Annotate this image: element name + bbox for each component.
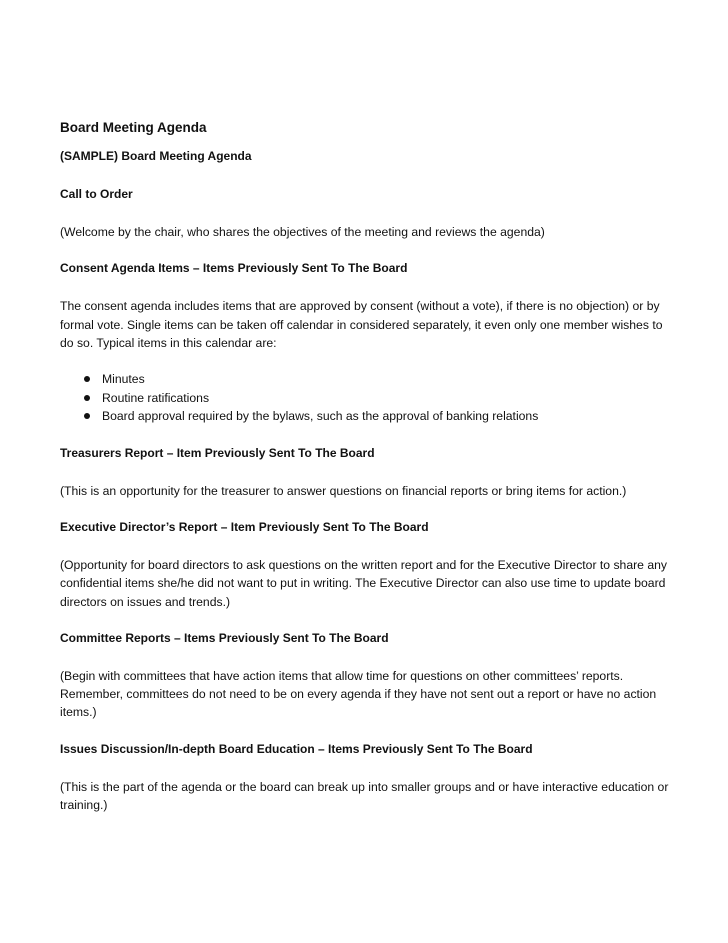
- committee-reports-text: (Begin with committees that have action items that allow time for questions on other committees’ reports. Remember, committees do not need to be on every agenda if they have not sent out a report or have no action items.): [60, 668, 657, 720]
- list-item-label: Board approval required by the bylaws, such as the approval of banking relations: [102, 409, 539, 424]
- call-to-order-text: (Welcome by the chair, who shares the objectives of the meeting and reviews the agenda): [60, 225, 545, 239]
- document-title: Board Meeting Agenda: [60, 120, 207, 135]
- bullet-icon: [84, 376, 90, 382]
- list-item-label: Routine ratifications: [102, 390, 210, 405]
- bullet-icon: [84, 395, 90, 401]
- consent-agenda-heading: Consent Agenda Items – Items Previously Sent To The Board: [60, 261, 408, 276]
- consent-agenda-text: The consent agenda includes items that are approved by consent (without a vote), if there is no objection) or by formal vote. Single items can be taken off calendar in considered separately, it even only one member wishes to do so. Typical items in this calendar are:: [60, 299, 663, 350]
- treasurers-report-heading: Treasurers Report – Item Previously Sent To The Board: [60, 445, 375, 460]
- consent-agenda-list: [60, 370, 672, 426]
- call-to-order-heading: Call to Order: [60, 187, 133, 201]
- document-subtitle: (SAMPLE) Board Meeting Agenda: [60, 149, 252, 163]
- document-page: [60, 118, 672, 814]
- list-item-label: Minutes: [102, 372, 145, 387]
- list-item: [80, 407, 672, 426]
- bullet-icon: [84, 413, 90, 419]
- treasurers-report-text: (This is an opportunity for the treasurer to answer questions on financial reports or bring items for action.): [60, 483, 627, 498]
- executive-director-report-text: (Opportunity for board directors to ask questions on the written report and for the Executive Director to share any confidential items she/he did not want to put in writing. The Executive Director can also use time to update board directors on issues and trends.): [60, 557, 667, 609]
- executive-director-report-heading: Executive Director’s Report – Item Previously Sent To The Board: [60, 519, 429, 534]
- issues-discussion-heading: Issues Discussion/In-depth Board Education – Items Previously Sent To The Board: [60, 741, 533, 756]
- issues-discussion-text: (This is the part of the agenda or the board can break up into smaller groups and or have interactive education or training.): [60, 779, 669, 813]
- list-item: [80, 370, 672, 389]
- committee-reports-heading: Committee Reports – Items Previously Sent To The Board: [60, 630, 389, 645]
- list-item: [80, 389, 672, 408]
